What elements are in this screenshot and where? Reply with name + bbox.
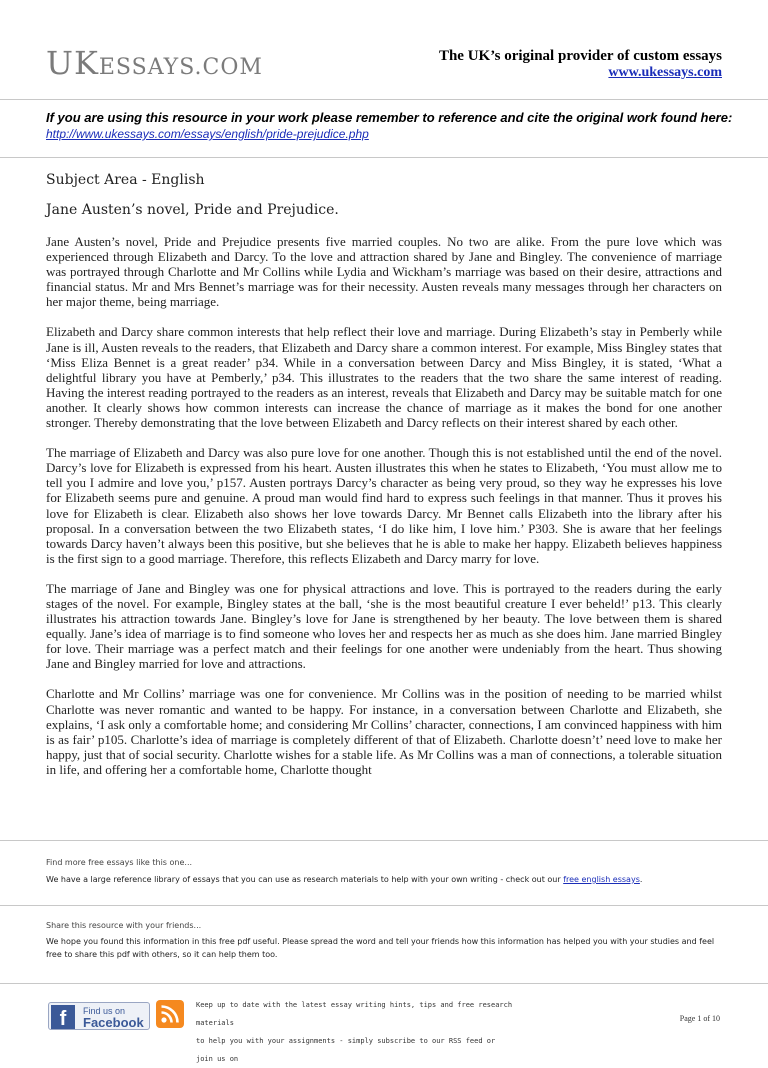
page-number: Page 1 of 10 [679, 1014, 720, 1023]
facebook-badge-line2: Facebook [83, 1015, 144, 1030]
promo-line-1: Keep up to date with the latest essay writing hints, tips and free research materials [196, 1001, 513, 1027]
header-tagline: The UK’s original provider of custom essays [438, 48, 722, 64]
share-text: We hope you found this information in this free pdf useful. Please spread the word and tell your friends how this information has helped you with your studies and feel free to share this pdf with others, so it can help them too. [46, 937, 715, 959]
footer-divider-top [0, 840, 768, 841]
header-site-link[interactable]: www.ukessays.com [608, 65, 722, 80]
essay-paragraph: Charlotte and Mr Collins’ marriage was one for convenience. Mr Collins was in the position of needing to be married whilst Charlotte was never romantic and wanted to be happy. For instance, in a conversation between Charlotte and Elizabeth, she explains, ‘I ask only a comfortable home; and considering Mr Collins’ character, connections, I am convinced happiness with him is as fair’ p105. Charlotte’s idea of marriage is completely different of that of Elizabeth. Charlotte doesn’t’ need love to make her happy, just that of social security. Charlotte wishes for a stable life. As Mr Collins was a man of connections, a tolerable situation in life, and offering her a comfortable home, Charlotte thought [46, 686, 722, 777]
share-heading: Share this resource with your friends... [46, 921, 202, 930]
facebook-icon: f [51, 1005, 75, 1029]
subject-area: Subject Area - English [46, 172, 205, 188]
promo-line-2: to help you with your assignments - simply subscribe to our RSS feed or join us on [196, 1037, 496, 1063]
footer-divider-bottom [0, 983, 768, 984]
facebook-badge-line1: Find us on [83, 1006, 126, 1016]
more-essays-text-line [46, 873, 726, 886]
essay-body [46, 234, 722, 826]
free-english-essays-link[interactable]: free english essays [563, 875, 640, 884]
facebook-badge[interactable] [48, 1002, 150, 1030]
citation-notice: If you are using this resource in your work please remember to reference and cite the original work found here: [46, 110, 733, 125]
essay-paragraph: The marriage of Elizabeth and Darcy was also pure love for one another. Though this is not established until the end of the novel. Darcy’s love for Elizabeth is expressed from his heart. Austen illustrates this when he states to Elizabeth, ‘You must allow me to tell you I admire and love you,’ p157. Austen portrays Darcy’s character as being very proud, so they way he expresses his love for Elizabeth seems pure and genuine. A proud man would find hard to express such feelings in that manner. Thus it proves his love for Elizabeth is clear. Elizabeth also shows her love towards Darcy. Mr Bennet calls Elizabeth into the library after his proposal. In a conversation between the two Elizabeth states, ‘I do like him, I love him.’ P303. She is aware that her feelings towards Darcy haven’t always been this positive, but she believes that he is able to make her happy. Elizabeth believes happiness is the first sign to a good marriage. Therefore, this reflects Elizabeth and Darcy marry for love. [46, 445, 722, 566]
citation-link[interactable]: http://www.ukessays.com/essays/english/pride-prejudice.php [46, 127, 369, 141]
more-essays-heading: Find more free essays like this one... [46, 858, 193, 867]
essay-paragraph: Elizabeth and Darcy share common interests that help reflect their love and marriage. During Elizabeth’s stay in Pemberly while Jane is ill, Austen reveals to the readers, that Elizabeth and Darcy share a common interest. For example, Miss Bingley states that ‘Miss Eliza Bennet is a great reader’ p34. While in a conversation between Darcy and Miss Bingley, it is stated, ‘What a delightful library you have at Pemberly,’ p34. This illustrates to the readers that the two share the same interest of reading. Having the interest reading portrayed to the readers as an interest, reveals that Elizabeth and Darcy may be suitable match for one another. It clearly shows how common interests can increase the chance of marriage as it makes the bond for one another stronger. Thereby demonstrating that the love between Elizabeth and Darcy reflects on their interest shared by each other. [46, 324, 722, 431]
notice-divider [0, 157, 768, 158]
essay-title: Jane Austen’s novel, Pride and Prejudice. [46, 202, 339, 218]
more-essays-section [46, 856, 726, 886]
more-essays-end: . [639, 875, 643, 884]
ukessays-logo[interactable] [46, 44, 263, 82]
essay-paragraph: The marriage of Jane and Bingley was one for physical attractions and love. This is portrayed to the readers during the early stages of the novel. For example, Bingley states at the ball, ‘she is the most beautiful creature I ever beheld!’ p13. This clearly illustrates his attraction towards Jane. Bingley’s love for Jane is strengthened by her beauty. The love between them is shared equally. Jane’s idea of marriage is to find someone who loves her and respects her as much as she does him. Jane married Bingley for love. Their marriage was a perfect match and their feelings for one another were undeniably from the heart. Thus showing Jane and Bingley married for love and attractions. [46, 580, 722, 672]
footer-divider-middle [0, 905, 768, 906]
logo-main-text: UK [46, 44, 99, 82]
essay-paragraph: Jane Austen’s novel, Pride and Prejudice presents five married couples. No two are alike. From the pure love which was experienced through Elizabeth and Darcy. To the love and attraction shared by Jane and Bingley. The convenience of marriage was portrayed through Charlotte and Mr Collins while Lydia and Wickham’s marriage was based on their desire, attractions and financial status. Mr and Mrs Bennet’s marriage was for their necessity. Austen reveals many messages through her characters on her major theme, being marriage. [46, 234, 722, 310]
promo-text [196, 996, 516, 1068]
share-section [46, 919, 726, 961]
more-essays-text: We have a large reference library of essays that you can use as research materials to help with your own writing - check out our [46, 875, 564, 884]
header-divider [0, 99, 768, 100]
page-header [0, 0, 768, 100]
logo-rest-text: ESSAYS.COM [98, 55, 263, 80]
